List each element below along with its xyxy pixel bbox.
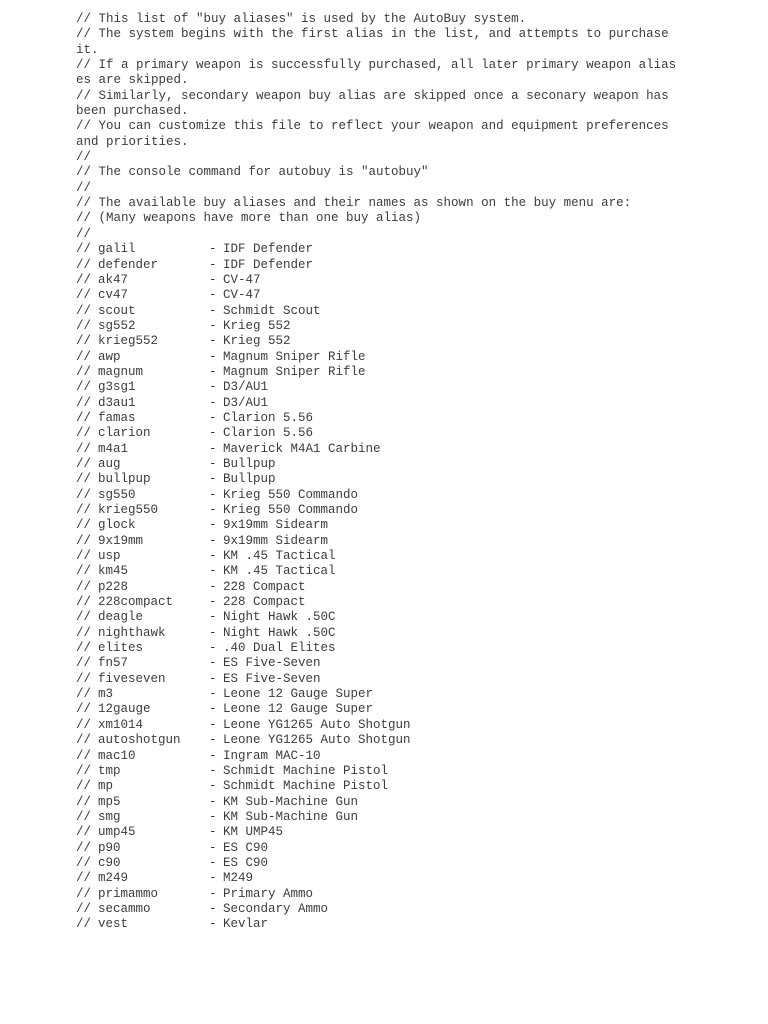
comment-prefix: // (76, 610, 92, 625)
alias-separator: - (209, 855, 217, 870)
weapon-display-name: ES C90 (223, 855, 269, 870)
weapon-display-name: Leone 12 Gauge Super (223, 702, 374, 717)
comment-line: been purchased. (76, 104, 189, 119)
weapon-display-name: IDF Defender (223, 257, 314, 272)
alias-name: magnum (98, 364, 144, 379)
alias-separator: - (209, 886, 217, 901)
alias-row (76, 733, 676, 748)
alias-name: mp5 (98, 794, 121, 809)
comment-line: // If a primary weapon is successfully purchased, all later primary weapon alias (76, 58, 677, 73)
comment-prefix: // (76, 380, 92, 395)
comment-prefix: // (76, 840, 92, 855)
alias-name: famas (98, 410, 136, 425)
alias-row (76, 610, 676, 625)
alias-row (76, 902, 676, 917)
weapon-display-name: Leone YG1265 Auto Shotgun (223, 733, 411, 748)
alias-row (76, 718, 676, 733)
alias-separator: - (209, 733, 217, 748)
comment-line: // The system begins with the first alias in the list, and attempts to purchase (76, 27, 669, 42)
weapon-display-name: Magnum Sniper Rifle (223, 364, 366, 379)
alias-name: xm1014 (98, 717, 144, 732)
comment-prefix: // (76, 779, 92, 794)
alias-row (76, 795, 676, 810)
alias-row (76, 319, 676, 334)
comment-prefix: // (76, 687, 92, 702)
comment-prefix: // (76, 855, 92, 870)
weapon-display-name: M249 (223, 871, 254, 886)
alias-row (76, 273, 676, 288)
weapon-display-name: Krieg 552 (223, 334, 291, 349)
alias-row (76, 871, 676, 886)
alias-separator: - (209, 441, 217, 456)
alias-name: krieg552 (98, 334, 159, 349)
alias-separator: - (209, 840, 217, 855)
alias-separator: - (209, 410, 217, 425)
weapon-display-name: Secondary Ammo (223, 901, 329, 916)
weapon-display-name: KM .45 Tactical (223, 549, 336, 564)
alias-row (76, 564, 676, 579)
alias-separator: - (209, 549, 217, 564)
alias-separator: - (209, 871, 217, 886)
alias-name: smg (98, 809, 121, 824)
alias-row (76, 442, 676, 457)
comment-prefix: // (76, 395, 92, 410)
comment-prefix: // (76, 272, 92, 287)
alias-row (76, 779, 676, 794)
alias-name: awp (98, 349, 121, 364)
weapon-display-name: Schmidt Machine Pistol (223, 763, 389, 778)
weapon-display-name: Ingram MAC-10 (223, 748, 321, 763)
weapon-display-name: KM .45 Tactical (223, 564, 336, 579)
alias-separator: - (209, 518, 217, 533)
alias-row (76, 887, 676, 902)
alias-name: p90 (98, 840, 121, 855)
weapon-display-name: ES Five-Seven (223, 656, 321, 671)
alias-separator: - (209, 395, 217, 410)
alias-row (76, 810, 676, 825)
comment-prefix: // (76, 733, 92, 748)
weapon-display-name: CV-47 (223, 272, 261, 287)
alias-separator: - (209, 380, 217, 395)
alias-row (76, 258, 676, 273)
alias-separator: - (209, 487, 217, 502)
comment-prefix: // (76, 564, 92, 579)
alias-name: d3au1 (98, 395, 136, 410)
comment-prefix: // (76, 625, 92, 640)
alias-row (76, 626, 676, 641)
alias-row (76, 457, 676, 472)
alias-separator: - (209, 917, 217, 932)
alias-separator: - (209, 779, 217, 794)
comment-line: // (76, 226, 92, 241)
alias-separator: - (209, 288, 217, 303)
comment-prefix: // (76, 472, 92, 487)
comment-line: // You can customize this file to reflect your weapon and equipment preferences (76, 119, 669, 134)
comment-line: and priorities. (76, 134, 189, 149)
comment-prefix: // (76, 242, 92, 257)
comment-prefix: // (76, 410, 92, 425)
alias-row (76, 917, 676, 932)
comment-prefix: // (76, 871, 92, 886)
comment-line: // (Many weapons have more than one buy alias) (76, 211, 422, 226)
comment-prefix: // (76, 794, 92, 809)
weapon-display-name: Primary Ammo (223, 886, 314, 901)
alias-name: mac10 (98, 748, 136, 763)
alias-separator: - (209, 809, 217, 824)
weapon-display-name: D3/AU1 (223, 395, 269, 410)
alias-name: fn57 (98, 656, 129, 671)
comment-prefix: // (76, 456, 92, 471)
comment-prefix: // (76, 825, 92, 840)
alias-name: fiveseven (98, 671, 166, 686)
alias-name: sg552 (98, 318, 136, 333)
comment-prefix: // (76, 441, 92, 456)
alias-separator: - (209, 687, 217, 702)
alias-separator: - (209, 625, 217, 640)
weapon-display-name: Clarion 5.56 (223, 426, 314, 441)
weapon-display-name: Maverick M4A1 Carbine (223, 441, 381, 456)
comment-prefix: // (76, 518, 92, 533)
weapon-display-name: D3/AU1 (223, 380, 269, 395)
alias-separator: - (209, 303, 217, 318)
alias-separator: - (209, 242, 217, 257)
weapon-display-name: 9x19mm Sidearm (223, 533, 329, 548)
alias-name: krieg550 (98, 503, 159, 517)
alias-row (76, 334, 676, 349)
weapon-display-name: Schmidt Machine Pistol (223, 779, 389, 794)
comment-prefix: // (76, 579, 92, 594)
alias-name: km45 (98, 564, 129, 579)
comment-line: // (76, 150, 92, 165)
alias-separator: - (209, 564, 217, 579)
comment-line: // (76, 180, 92, 195)
alias-separator: - (209, 641, 217, 656)
weapon-display-name: Bullpup (223, 472, 276, 487)
alias-separator: - (209, 318, 217, 333)
comment-line: es are skipped. (76, 73, 189, 88)
comment-prefix: // (76, 763, 92, 778)
alias-separator: - (209, 533, 217, 548)
alias-name: bullpup (98, 472, 151, 487)
alias-row (76, 396, 676, 411)
alias-row (76, 288, 676, 303)
alias-row (76, 304, 676, 319)
alias-name: primammo (98, 886, 159, 901)
alias-separator: - (209, 364, 217, 379)
weapon-display-name: IDF Defender (223, 242, 314, 257)
alias-row (76, 856, 676, 871)
weapon-display-name: Night Hawk .50C (223, 625, 336, 640)
alias-row (76, 518, 676, 533)
alias-name: 9x19mm (98, 533, 144, 548)
comment-prefix: // (76, 702, 92, 717)
alias-row (76, 825, 676, 840)
alias-name: defender (98, 257, 159, 272)
alias-row (76, 656, 676, 671)
comment-prefix: // (76, 349, 92, 364)
comment-prefix: // (76, 656, 92, 671)
comment-prefix: // (76, 809, 92, 824)
alias-separator: - (209, 503, 217, 517)
comment-prefix: // (76, 364, 92, 379)
alias-list (76, 242, 676, 932)
alias-name: 12gauge (98, 702, 151, 717)
alias-name: autoshotgun (98, 733, 181, 748)
alias-row (76, 534, 676, 549)
comment-prefix: // (76, 549, 92, 564)
weapon-display-name: Schmidt Scout (223, 303, 321, 318)
comment-line: // This list of "buy aliases" is used by the AutoBuy system. (76, 12, 527, 26)
comment-prefix: // (76, 717, 92, 732)
comment-prefix: // (76, 487, 92, 502)
weapon-display-name: ES C90 (223, 840, 269, 855)
comment-line: // The console command for autobuy is "autobuy" (76, 165, 429, 180)
weapon-display-name: Krieg 552 (223, 318, 291, 333)
comment-prefix: // (76, 257, 92, 272)
alias-name: 228compact (98, 595, 174, 610)
alias-row (76, 488, 676, 503)
alias-name: sg550 (98, 487, 136, 502)
alias-separator: - (209, 349, 217, 364)
weapon-display-name: KM Sub-Machine Gun (223, 809, 359, 824)
alias-row (76, 242, 676, 257)
weapon-display-name: Night Hawk .50C (223, 610, 336, 625)
document-page (76, 12, 676, 933)
alias-name: nighthawk (98, 625, 166, 640)
comment-prefix: // (76, 533, 92, 548)
weapon-display-name: Leone 12 Gauge Super (223, 687, 374, 702)
alias-name: m3 (98, 687, 114, 702)
alias-row (76, 365, 676, 380)
comment-prefix: // (76, 595, 92, 610)
weapon-display-name: Krieg 550 Commando (223, 487, 359, 502)
weapon-display-name: 9x19mm Sidearm (223, 518, 329, 533)
alias-name: usp (98, 549, 121, 564)
alias-name: g3sg1 (98, 380, 136, 395)
weapon-display-name: Bullpup (223, 456, 276, 471)
alias-row (76, 350, 676, 365)
alias-row (76, 641, 676, 656)
comment-prefix: // (76, 334, 92, 349)
alias-name: deagle (98, 610, 144, 625)
alias-row (76, 503, 676, 518)
alias-row (76, 841, 676, 856)
alias-name: m249 (98, 871, 129, 886)
alias-name: aug (98, 456, 121, 471)
alias-row (76, 702, 676, 717)
weapon-display-name: 228 Compact (223, 595, 306, 610)
alias-row (76, 380, 676, 395)
weapon-display-name: KM UMP45 (223, 825, 284, 840)
alias-separator: - (209, 763, 217, 778)
alias-separator: - (209, 702, 217, 717)
alias-name: m4a1 (98, 441, 129, 456)
weapon-display-name: Krieg 550 Commando (223, 503, 359, 517)
alias-row (76, 749, 676, 764)
alias-row (76, 595, 676, 610)
alias-row (76, 411, 676, 426)
alias-separator: - (209, 825, 217, 840)
comment-prefix: // (76, 917, 92, 932)
alias-name: vest (98, 917, 129, 932)
weapon-display-name: Clarion 5.56 (223, 410, 314, 425)
alias-name: tmp (98, 763, 121, 778)
alias-separator: - (209, 334, 217, 349)
intro-comment-block (76, 12, 676, 242)
alias-row (76, 472, 676, 487)
alias-separator: - (209, 656, 217, 671)
comment-prefix: // (76, 901, 92, 916)
comment-prefix: // (76, 671, 92, 686)
comment-line: // Similarly, secondary weapon buy alias are skipped once a seconary weapon has (76, 88, 669, 103)
alias-name: glock (98, 518, 136, 533)
weapon-display-name: Magnum Sniper Rifle (223, 349, 366, 364)
alias-row (76, 672, 676, 687)
alias-row (76, 764, 676, 779)
weapon-display-name: .40 Dual Elites (223, 641, 336, 656)
alias-separator: - (209, 426, 217, 441)
alias-separator: - (209, 794, 217, 809)
comment-prefix: // (76, 318, 92, 333)
alias-separator: - (209, 579, 217, 594)
alias-name: ump45 (98, 825, 136, 840)
alias-separator: - (209, 610, 217, 625)
alias-name: mp (98, 779, 114, 794)
alias-name: elites (98, 641, 144, 656)
alias-separator: - (209, 272, 217, 287)
alias-name: galil (98, 242, 136, 257)
alias-separator: - (209, 472, 217, 487)
alias-separator: - (209, 257, 217, 272)
weapon-display-name: ES Five-Seven (223, 671, 321, 686)
alias-row (76, 426, 676, 441)
comment-line: it. (76, 42, 99, 57)
alias-separator: - (209, 595, 217, 610)
weapon-display-name: Kevlar (223, 917, 269, 932)
alias-name: ak47 (98, 272, 129, 287)
weapon-display-name: KM Sub-Machine Gun (223, 794, 359, 809)
alias-row (76, 549, 676, 564)
weapon-display-name: Leone YG1265 Auto Shotgun (223, 717, 411, 732)
comment-prefix: // (76, 288, 92, 303)
alias-separator: - (209, 901, 217, 916)
alias-name: c90 (98, 855, 121, 870)
alias-name: cv47 (98, 288, 129, 303)
weapon-display-name: CV-47 (223, 288, 261, 303)
alias-name: secammo (98, 901, 151, 916)
comment-prefix: // (76, 748, 92, 763)
weapon-display-name: 228 Compact (223, 579, 306, 594)
alias-separator: - (209, 717, 217, 732)
comment-line: // The available buy aliases and their names as shown on the buy menu are: (76, 196, 632, 211)
comment-prefix: // (76, 886, 92, 901)
comment-prefix: // (76, 303, 92, 318)
alias-separator: - (209, 671, 217, 686)
comment-prefix: // (76, 503, 92, 517)
alias-name: clarion (98, 426, 151, 441)
alias-separator: - (209, 748, 217, 763)
alias-row (76, 580, 676, 595)
alias-row (76, 687, 676, 702)
comment-prefix: // (76, 426, 92, 441)
alias-name: p228 (98, 579, 129, 594)
alias-separator: - (209, 456, 217, 471)
alias-name: scout (98, 303, 136, 318)
comment-prefix: // (76, 641, 92, 656)
